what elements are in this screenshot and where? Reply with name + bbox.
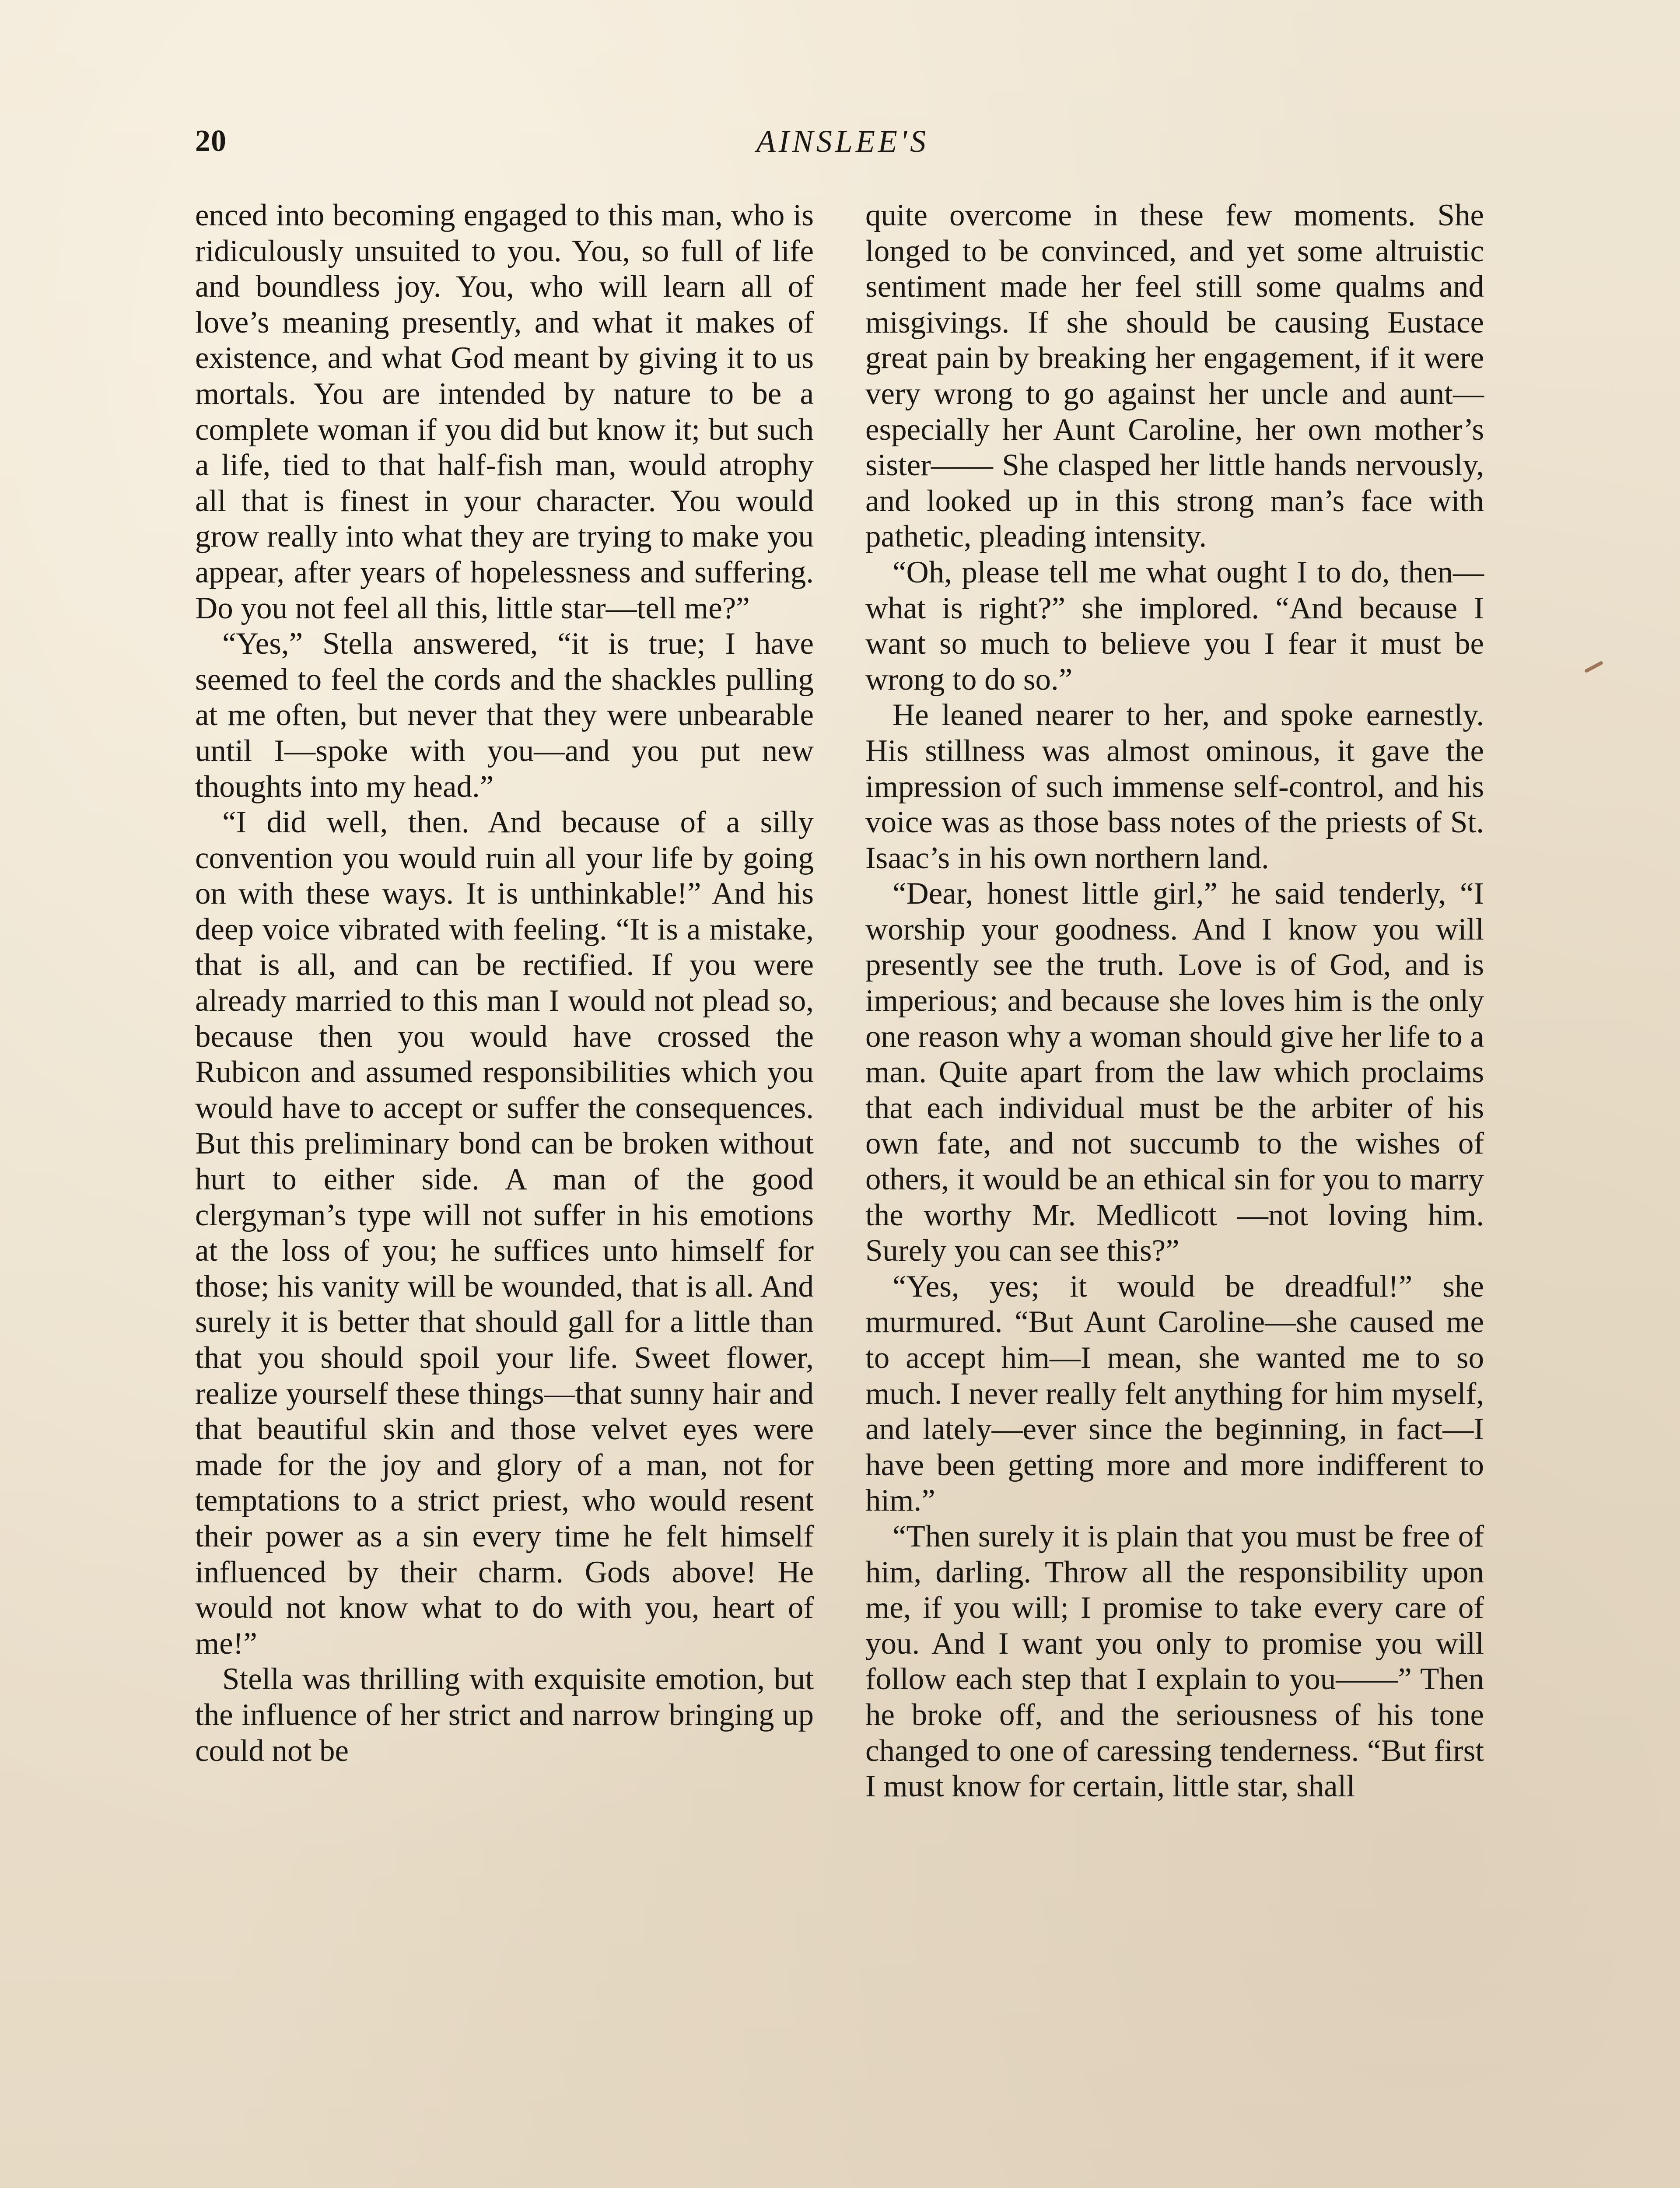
page-number: 20 bbox=[195, 124, 227, 158]
paragraph: “Dear, honest little girl,” he said tenderly, “I worship your goodness. And I know you will presently see the truth. Love is of God, and is imperious; and because she loves him is the only one reason why a woman should give her life to a man. Quite apart from the law which proclaims that each individual must be the arbiter of his own fate, and not succumb to the wishes of others, it would be an ethical sin for you to marry the worthy Mr. Medlicott —not loving him. Surely you can see this?” bbox=[865, 877, 1484, 1268]
left-text-column bbox=[195, 198, 814, 1769]
paragraph: “Oh, please tell me what ought I to do, then—what is right?” she implored. “And because I want so much to believe you I fear it must be wrong to do so.” bbox=[865, 555, 1484, 697]
paragraph: quite overcome in these few moments. She longed to be convinced, and yet some altruistic sentiment made her feel still some qualms and misgivings. If she should be causing Eustace great pain by breaking her engagement, if it were very wrong to go against her uncle and aunt—especially her Aunt Caroline, her own mother’s sister—— She clasped her little hands nervously, and looked up in this strong man’s face with pathetic, pleading intensity. bbox=[865, 198, 1484, 554]
paragraph: Stella was thrilling with exquisite emotion, but the influence of her strict and narrow bringing up could not be bbox=[195, 1662, 814, 1768]
running-head-title: AINSLEE'S bbox=[756, 124, 929, 159]
page-header bbox=[195, 117, 1490, 165]
paragraph: enced into becoming engaged to this man, who is ridiculously unsuited to you. You, so full of life and boundless joy. You, who will learn all of love’s meaning presently, and what it makes of existence, and what God meant by giving it to us mortals. You are intended by nature to be a complete woman if you did but know it; but such a life, tied to that half-fish man, would atrophy all that is finest in your character. You would grow really into what they are trying to make you appear, after years of hopelessness and suffering. Do you not feel all this, little star—tell me?” bbox=[195, 198, 814, 625]
ink-mark bbox=[1584, 661, 1603, 673]
paragraph: “Yes,” Stella answered, “it is true; I have seemed to feel the cords and the shackles pulling at me often, but never that they were unbearable until I—spoke with you—and you put new thoughts into my head.” bbox=[195, 627, 814, 804]
paragraph: “I did well, then. And because of a silly convention you would ruin all your life by going on with these ways. It is unthinkable!” And his deep voice vibrated with feeling. “It is a mistake, that is all, and can be rectified. If you were already married to this man I would not plead so, because then you would have crossed the Rubicon and assumed responsibilities which you would have to accept or suffer the consequences. But this preliminary bond can be broken without hurt to either side. A man of the good clergyman’s type will not suffer in his emotions at the loss of you; he suffices unto himself for those; his vanity will be wounded, that is all. And surely it is better that should gall for a little than that you should spoil your life. Sweet flower, realize yourself these things—that sunny hair and that beautiful skin and those velvet eyes were made for the joy and glory of a man, not for temptations to a strict priest, who would resent their power as a sin every time he felt himself influenced by their charm. Gods above! He would not know what to do with you, heart of me!” bbox=[195, 805, 814, 1661]
paragraph: He leaned nearer to her, and spoke earnestly. His stillness was almost ominous, it gave the impression of such immense self-control, and his voice was as those bass notes of the priests of St. Isaac’s in his own northern land. bbox=[865, 698, 1484, 875]
paragraph: “Yes, yes; it would be dreadful!” she murmured. “But Aunt Caroline—she caused me to accept him—I mean, she wanted me to so much. I never really felt anything for him myself, and lately—ever since the beginning, in fact—I have been getting more and more indifferent to him.” bbox=[865, 1269, 1484, 1518]
right-text-column bbox=[865, 198, 1484, 1805]
paragraph: “Then surely it is plain that you must be free of him, darling. Throw all the responsibility upon me, if you will; I promise to take every care of you. And I want you only to promise you will follow each step that I explain to you——” Then he broke off, and the seriousness of his tone changed to one of caressing tenderness. “But first I must know for certain, little star, shall bbox=[865, 1519, 1484, 1804]
